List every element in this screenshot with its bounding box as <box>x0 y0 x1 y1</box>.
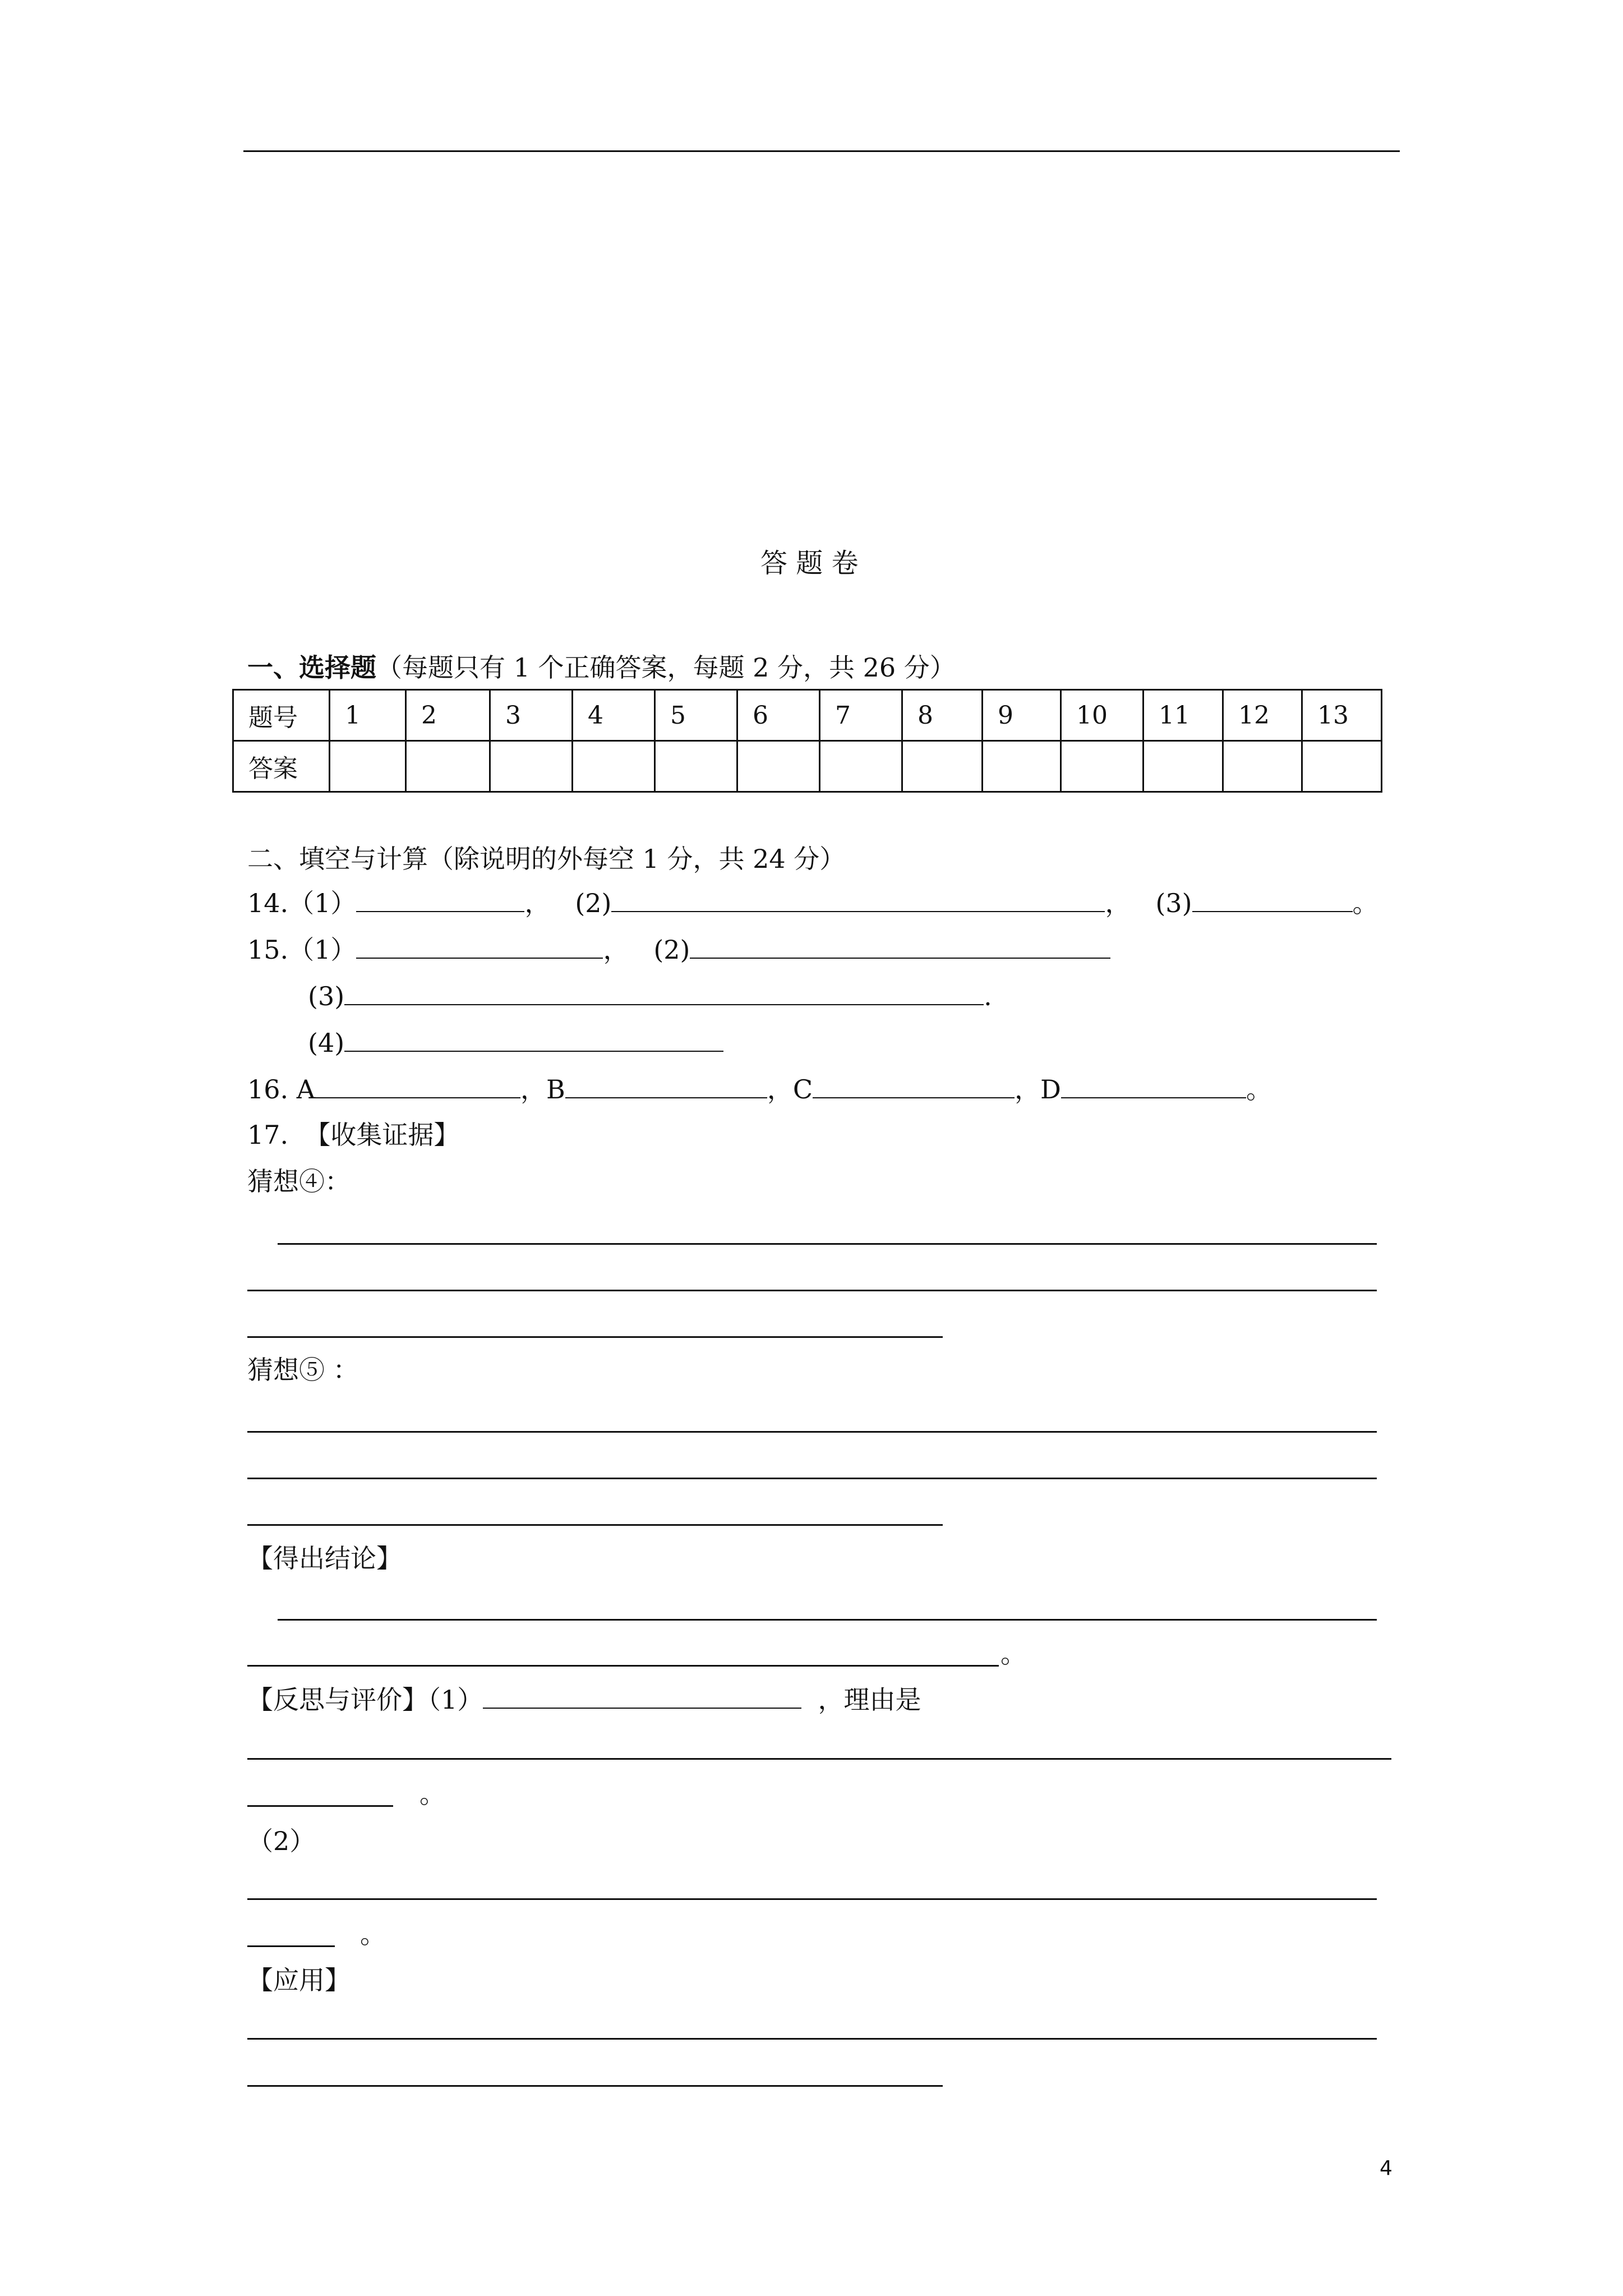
q16-label-a: A <box>296 1074 316 1105</box>
q16-blank-d[interactable] <box>1061 1073 1246 1098</box>
q15-part3-end: . <box>984 981 992 1011</box>
table-row-answers <box>233 741 1382 792</box>
q15-part2-label: (2) <box>653 935 690 965</box>
question-number: 8 <box>902 690 983 741</box>
question-number: 5 <box>655 690 737 741</box>
reflect-part2-label: （2） <box>247 1826 316 1856</box>
q16-end: 。 <box>1246 1074 1272 1105</box>
conclusion-line-1[interactable] <box>278 1619 1377 1621</box>
answer-table <box>232 689 1382 793</box>
question-number: 2 <box>406 690 490 741</box>
conclusion-heading: 【得出结论】 <box>247 1543 402 1573</box>
q14-part3-label: (3) <box>1155 888 1192 918</box>
section2-heading: 二、填空与计算（除说明的外每空 1 分，共 24 分） <box>247 844 846 874</box>
guess4-line-3[interactable] <box>247 1336 943 1338</box>
page-title: 答 题 卷 <box>760 547 859 579</box>
q15-sep1: ， <box>603 935 629 965</box>
question-14 <box>247 886 1378 919</box>
guess5-line-1[interactable] <box>247 1431 1377 1433</box>
q15-blank-3[interactable] <box>344 979 984 1005</box>
question-15-part4 <box>308 1026 723 1059</box>
guess4-line-1[interactable] <box>278 1243 1377 1245</box>
reflect-blank-1[interactable] <box>483 1683 801 1709</box>
question-number: 3 <box>490 690 573 741</box>
answer-cell[interactable] <box>655 741 737 792</box>
guess5-line-2[interactable] <box>247 1478 1377 1479</box>
q15-blank-4[interactable] <box>344 1026 723 1052</box>
answer-cell[interactable] <box>1223 741 1302 792</box>
q16-number: 16. <box>247 1074 289 1105</box>
reflect-heading: 【反思与评价】（1） <box>247 1685 483 1715</box>
question-number: 12 <box>1223 690 1302 741</box>
answer-cell[interactable] <box>737 741 820 792</box>
q14-sep2: ， <box>1105 888 1131 918</box>
row-label-answer: 答案 <box>233 741 330 792</box>
reflect-reason-label: ，理由是 <box>818 1685 921 1715</box>
question-number: 10 <box>1061 690 1144 741</box>
q14-number: 14. <box>247 888 289 918</box>
conclusion-end: 。 <box>1000 1639 1026 1669</box>
q16-blank-c[interactable] <box>813 1073 1015 1098</box>
guess5-label: 猜想⑤ ： <box>247 1355 359 1385</box>
header-rule <box>243 150 1400 152</box>
q15-part3-label: (3) <box>308 981 345 1011</box>
reflect-end: 。 <box>419 1779 445 1809</box>
section1-heading-bold: 一、选择题 <box>247 652 376 683</box>
question-17 <box>247 1119 459 1151</box>
question-number: 4 <box>573 690 655 741</box>
q16-label-c: ，C <box>767 1074 813 1105</box>
answer-cell[interactable] <box>1302 741 1382 792</box>
q16-label-d: ，D <box>1015 1074 1061 1105</box>
q15-number: 15. <box>247 935 289 965</box>
q16-label-b: ，B <box>520 1074 565 1105</box>
question-number: 1 <box>330 690 406 741</box>
table-row-numbers <box>233 690 1382 741</box>
question-16 <box>247 1073 1272 1105</box>
reflect-part2-end: 。 <box>360 1919 386 1949</box>
q16-blank-b[interactable] <box>565 1073 767 1098</box>
question-number: 7 <box>820 690 902 741</box>
q14-part2-label: (2) <box>575 888 612 918</box>
apply-heading: 【应用】 <box>247 1965 351 1995</box>
guess4-label: 猜想④： <box>247 1166 351 1197</box>
question-15 <box>247 933 1110 965</box>
page-number: 4 <box>1380 2157 1393 2180</box>
question-number: 6 <box>737 690 820 741</box>
question-number: 13 <box>1302 690 1382 741</box>
row-label-number: 题号 <box>233 690 330 741</box>
question-number: 11 <box>1144 690 1223 741</box>
answer-cell[interactable] <box>1144 741 1223 792</box>
q14-part1-label: （1） <box>288 888 357 918</box>
q14-blank-2[interactable] <box>611 886 1105 912</box>
q15-blank-2[interactable] <box>690 933 1110 959</box>
q14-sep1: ， <box>524 888 551 918</box>
answer-cell[interactable] <box>490 741 573 792</box>
reflect-part2-line[interactable] <box>247 1898 1377 1900</box>
q15-part1-label: （1） <box>288 935 357 965</box>
guess4-line-2[interactable] <box>247 1290 1377 1291</box>
q17-collect-heading: 【收集证据】 <box>305 1120 460 1150</box>
reflect-reason-line[interactable] <box>247 1758 1391 1760</box>
conclusion-line-2[interactable] <box>247 1665 999 1667</box>
section1-heading <box>247 652 956 683</box>
q15-blank-1[interactable] <box>356 933 603 959</box>
q14-end: 。 <box>1352 888 1378 918</box>
answer-cell[interactable] <box>573 741 655 792</box>
reflect-reason-line-short[interactable] <box>247 1805 393 1807</box>
answer-cell[interactable] <box>820 741 902 792</box>
q14-blank-1[interactable] <box>356 886 524 912</box>
reflect-row <box>247 1683 921 1715</box>
apply-line-2[interactable] <box>247 2085 943 2087</box>
question-number: 9 <box>983 690 1061 741</box>
section1-heading-note: （每题只有 1 个正确答案，每题 2 分，共 26 分） <box>376 652 956 683</box>
answer-cell[interactable] <box>1061 741 1144 792</box>
guess5-line-3[interactable] <box>247 1524 943 1526</box>
q14-blank-3[interactable] <box>1192 886 1353 912</box>
q15-part4-label: (4) <box>308 1028 345 1058</box>
reflect-part2-line-short[interactable] <box>247 1945 335 1947</box>
apply-line-1[interactable] <box>247 2038 1377 2040</box>
answer-cell[interactable] <box>983 741 1061 792</box>
answer-cell[interactable] <box>330 741 406 792</box>
q16-blank-a[interactable] <box>315 1073 520 1098</box>
q17-number: 17. <box>247 1120 289 1150</box>
answer-cell[interactable] <box>902 741 983 792</box>
answer-cell[interactable] <box>406 741 490 792</box>
question-15-part3 <box>308 979 992 1012</box>
